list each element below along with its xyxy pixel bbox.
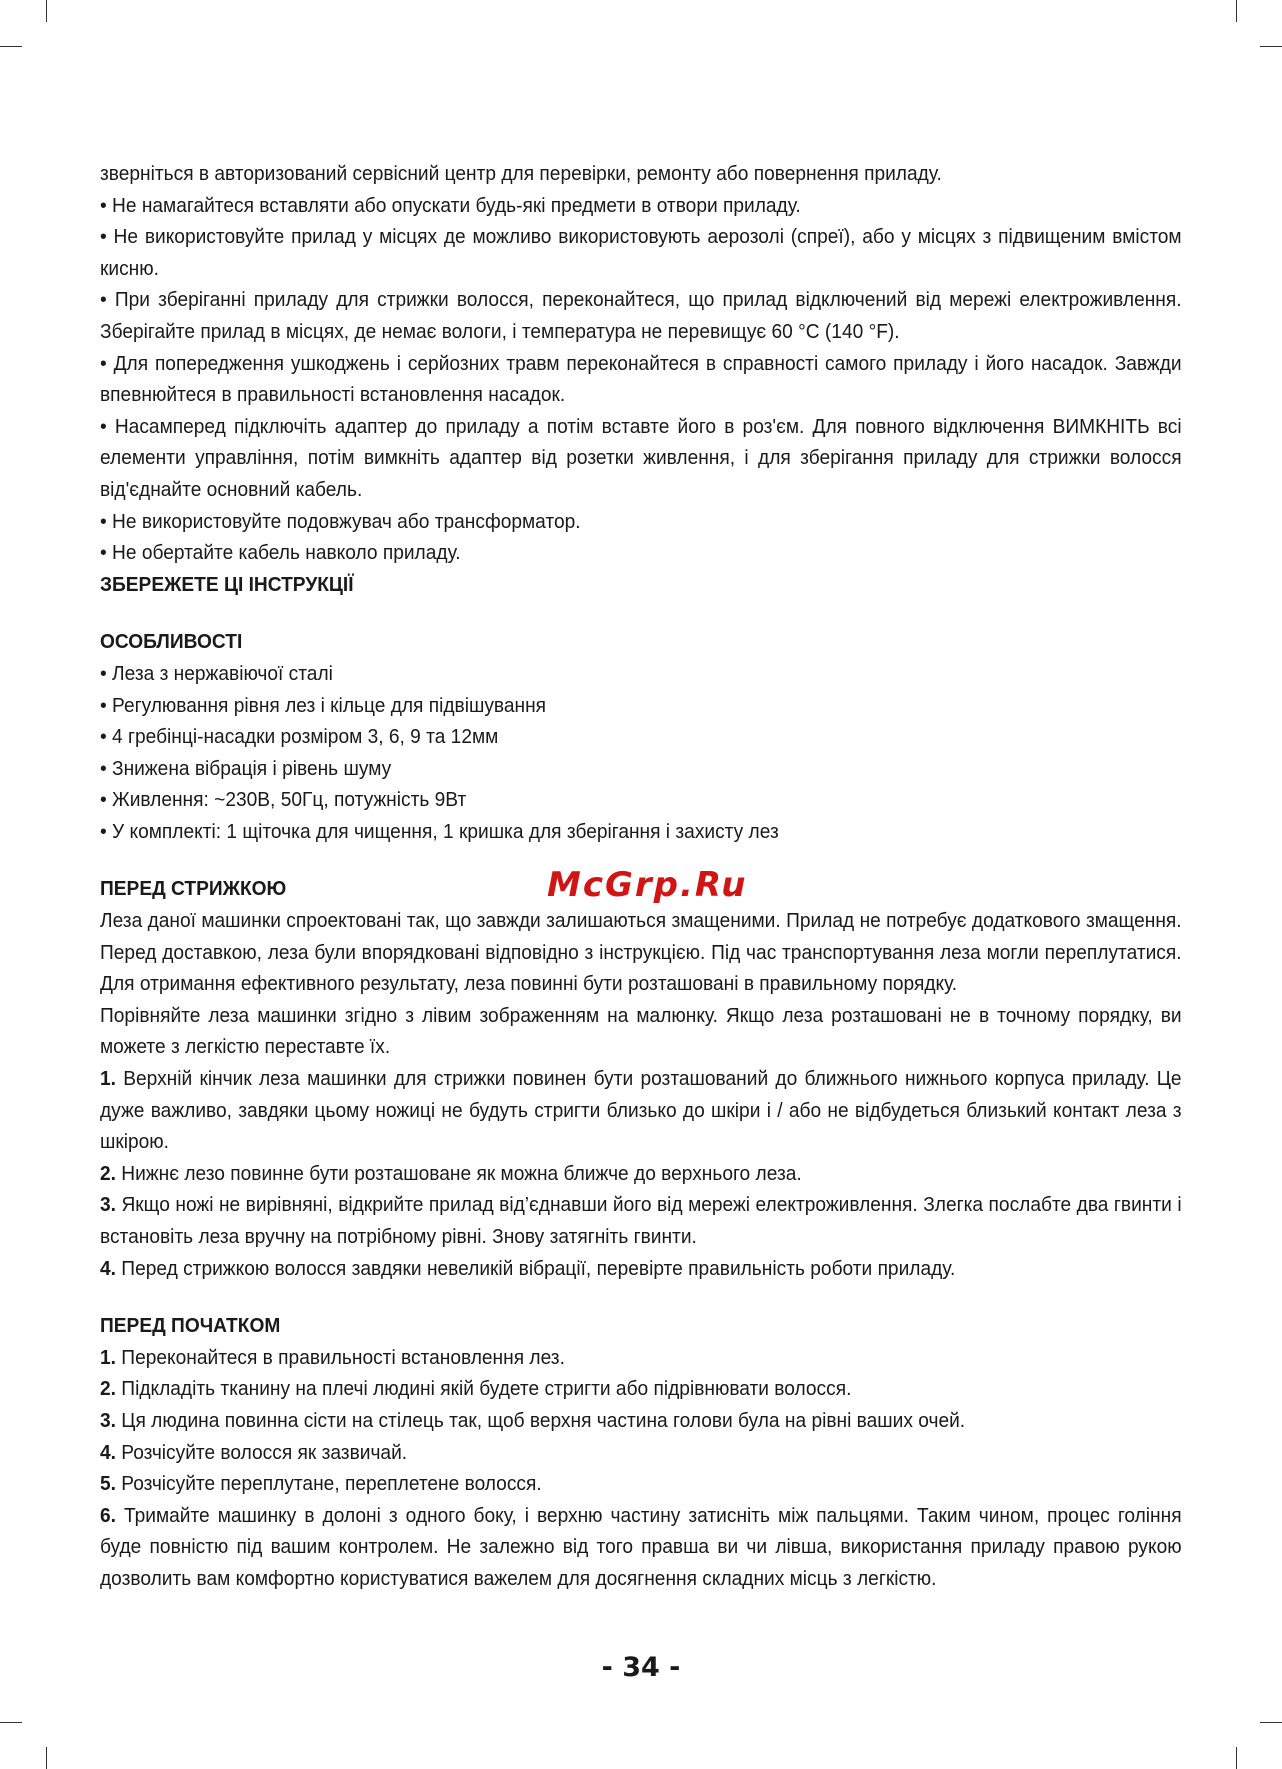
before-start-step: [100, 1468, 1182, 1500]
spacer: [100, 1284, 1182, 1310]
intro-line: • Для попередження ушкоджень і серйозних травм переконайтеся в справності самого приладу і його насадок. Завжди впевнюйтеся в правильності встановлення насадок.: [100, 351, 1182, 407]
save-instructions-heading: ЗБЕРЕЖЕТЕ ЦІ ІНСТРУКЦІЇ: [100, 572, 354, 596]
intro-line: • Насамперед підключіть адаптер до приладу а потім вставте його в роз'єм. Для повного відключення ВИМКНІТЬ всі елементи управління, потім вимкніть адаптер від розетки живлення, і для зберігання приладу для стрижки волосся від'єднайте основний кабель.: [100, 414, 1182, 501]
feature-item: • Леза з нержавіючої сталі: [100, 661, 333, 685]
crop-mark: [1236, 1747, 1237, 1769]
feature-item: • Знижена вібрація і рівень шуму: [100, 756, 392, 780]
before-cutting-step: [100, 1063, 1182, 1158]
feature-item: • 4 гребінці-насадки розміром 3, 6, 9 та 12мм: [100, 725, 499, 749]
before-cutting-step: [100, 1253, 1182, 1285]
spacer: [100, 600, 1182, 626]
crop-mark: [46, 0, 47, 22]
crop-mark: [46, 1747, 47, 1769]
step-text: Якщо ножі не вирівняні, відкрийте прилад від’єднавши його від мережі електроживлення. Злегка послабте два гвинти і встановіть леза вручну на потрібному рівні. Знову затягніть гвинти.: [100, 1193, 1182, 1248]
step-number: 3.: [100, 1193, 116, 1217]
intro-line: • Не намагайтеся вставляти або опускати будь-які предмети в отвори приладу.: [100, 193, 801, 217]
before-cutting-step: [100, 1158, 1182, 1190]
step-number: 3.: [100, 1408, 116, 1432]
step-number: 4.: [100, 1440, 116, 1464]
step-text: Розчісуйте переплутане, переплетене волосся.: [115, 1472, 542, 1496]
feature-item: • У комплекті: 1 щіточка для чищення, 1 кришка для зберігання і захисту лез: [100, 819, 779, 843]
intro-line: зверніться в авторизований сервісний центр для перевірки, ремонту або повернення приладу.: [100, 162, 942, 185]
step-number: 1.: [100, 1067, 116, 1091]
crop-mark: [0, 1722, 22, 1723]
feature-item: • Регулювання рівня лез і кільце для підвішування: [100, 693, 547, 717]
before-start-step: [100, 1373, 1182, 1405]
before-cutting-paragraph: Порівняйте леза машинки згідно з лівим зображенням на малюнку. Якщо леза розташовані не в точному порядку, ви можете з легкістю переставте їх.: [100, 1003, 1182, 1059]
intro-line: • При зберіганні приладу для стрижки волосся, переконайтеся, що прилад відключений від мережі електроживлення. Зберігайте прилад в місцях, де немає вологи, і температура не перевищує 60 °C (140 °F).: [100, 288, 1182, 343]
step-text: Верхній кінчик леза машинки для стрижки повинен бути розташований до ближнього нижнього корпуса приладу. Це дуже важливо, завдяки цьому ножиці не будуть стригти близько до шкіри і / або не відбудеться близький контакт леза з шкірою.: [100, 1067, 1182, 1154]
step-number: 1.: [100, 1345, 116, 1369]
before-start-step: [100, 1405, 1182, 1437]
step-number: 5.: [100, 1472, 116, 1496]
crop-mark: [1260, 1722, 1282, 1723]
step-number: 2.: [100, 1377, 116, 1401]
before-cutting-step: [100, 1189, 1182, 1252]
crop-mark: [1236, 0, 1237, 22]
features-heading: ОСОБЛИВОСТІ: [100, 630, 243, 654]
before-cutting-paragraph: Леза даної машинки спроектовані так, що завжди залишаються змащеними. Прилад не потребує додаткового змащення. Перед доставкою, леза були впорядковані відповідно з інструкцією. Під час транспортування леза могли переплутатися. Для отримання ефективного результату, леза повинні бути розташовані в правильному порядку.: [100, 909, 1182, 996]
intro-line: • Не використовуйте прилад у місцях де можливо використовують аерозолі (спреї), або у місцях з підвищеним вмістом кисню.: [100, 225, 1182, 280]
step-number: 2.: [100, 1161, 116, 1185]
feature-item: • Живлення: ~230В, 50Гц, потужність 9Вт: [100, 788, 467, 812]
step-text: Підкладіть тканину на плечі людині якій будете стригти або підрівнювати волосся.: [115, 1377, 852, 1401]
step-text: Розчісуйте волосся як зазвичай.: [115, 1440, 408, 1464]
step-text: Перед стрижкою волосся завдяки невеликій вібрації, перевірте правильність роботи приладу.: [115, 1256, 956, 1280]
before-start-step: [100, 1437, 1182, 1469]
before-start-step: [100, 1500, 1182, 1595]
page-number: - 34 -: [601, 1652, 681, 1683]
crop-mark: [0, 46, 22, 47]
before-cutting-heading: ПЕРЕД СТРИЖКОЮ: [100, 877, 287, 901]
step-number: 4.: [100, 1256, 116, 1280]
crop-mark: [1260, 46, 1282, 47]
step-text: Ця людина повинна сісти на стілець так, щоб верхня частина голови була на рівні ваших очей.: [115, 1408, 966, 1432]
watermark: McGrp.Ru: [547, 865, 748, 905]
before-start-step: [100, 1342, 1182, 1374]
step-number: 6.: [100, 1503, 116, 1527]
step-text: Переконайтеся в правильності встановлення лез.: [115, 1345, 565, 1369]
before-start-heading: ПЕРЕД ПОЧАТКОМ: [100, 1314, 281, 1338]
step-text: Тримайте машинку в долоні з одного боку, і верхню частину затисніть між пальцями. Таким чином, процес гоління буде повністю під вашим контролем. Не залежно від того правша ви чи лівша, використання приладу правою рукою дозволить вам комфортно користуватися важелем для досягнення складних місць з легкістю.: [100, 1503, 1182, 1590]
step-text: Нижнє лезо повинне бути розташоване як можна ближче до верхнього леза.: [115, 1161, 802, 1185]
intro-line: • Не обертайте кабель навколо приладу.: [100, 541, 461, 565]
intro-line: • Не використовуйте подовжувач або трансформатор.: [100, 509, 581, 533]
